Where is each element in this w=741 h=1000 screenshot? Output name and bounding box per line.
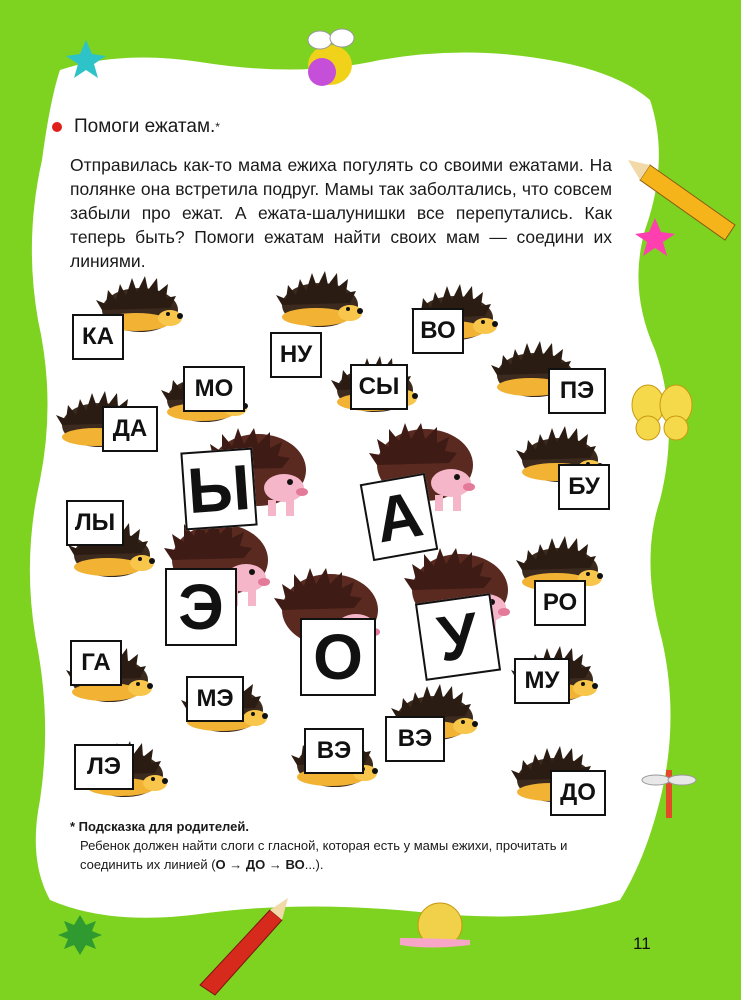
vowel-card: О bbox=[300, 618, 376, 696]
hint-arrow: → bbox=[265, 857, 286, 872]
hint-arrow: → bbox=[225, 857, 246, 872]
syllable-card: СЫ bbox=[350, 364, 408, 410]
syllable-card: ДА bbox=[102, 406, 158, 452]
parent-hint bbox=[70, 817, 610, 874]
syllable-card: МО bbox=[183, 366, 245, 412]
syllable-card: МУ bbox=[514, 658, 570, 704]
syllable-card: ВЭ bbox=[385, 716, 445, 762]
bullet-icon bbox=[52, 122, 62, 132]
title-footnote-mark: * bbox=[215, 120, 220, 134]
hint-text: Ребенок должен найти слоги с гласной, которая есть у мамы ежихи, прочитать и соединить их линией ( bbox=[80, 838, 568, 872]
bee-icon bbox=[308, 29, 354, 86]
hint-body bbox=[70, 836, 610, 874]
syllable-card: МЭ bbox=[186, 676, 244, 722]
hint-vo: ВО bbox=[285, 857, 305, 872]
syllable-card: НУ bbox=[270, 332, 322, 378]
syllable-card: КА bbox=[72, 314, 124, 360]
vowel-card: У bbox=[415, 593, 501, 681]
syllable-card: РО bbox=[534, 580, 586, 626]
syllable-card: ВО bbox=[412, 308, 464, 354]
title-text: Помоги ежатам. bbox=[74, 116, 216, 137]
syllable-card: ЛЫ bbox=[66, 500, 124, 546]
vowel-card: Ы bbox=[180, 448, 257, 531]
syllable-card: БУ bbox=[558, 464, 610, 510]
syllable-card: ПЭ bbox=[548, 368, 606, 414]
exercise-title bbox=[52, 116, 220, 138]
hint-title: * Подсказка для родителей. bbox=[70, 819, 249, 834]
syllable-card: ДО bbox=[550, 770, 606, 816]
page-number: 11 bbox=[633, 934, 651, 953]
syllable-card: ВЭ bbox=[304, 728, 364, 774]
vowel-card: А bbox=[360, 473, 439, 561]
hint-o: О bbox=[215, 857, 226, 872]
vowel-card: Э bbox=[165, 568, 237, 646]
hint-do: ДО bbox=[245, 857, 266, 872]
hint-end: ...). bbox=[304, 857, 324, 872]
syllable-card: ЛЭ bbox=[74, 744, 134, 790]
syllable-card: ГА bbox=[70, 640, 122, 686]
story-paragraph: Отправилась как-то мама ежиха погулять со своими ежатами. На полянке она встретила подруг. Мамы так заболтались, что совсем забыли про ежат. А ежата-шалунишки все перепутались. Как теперь быть? Помоги ежатам найти своих мам — соедини их линиями. bbox=[70, 155, 612, 271]
